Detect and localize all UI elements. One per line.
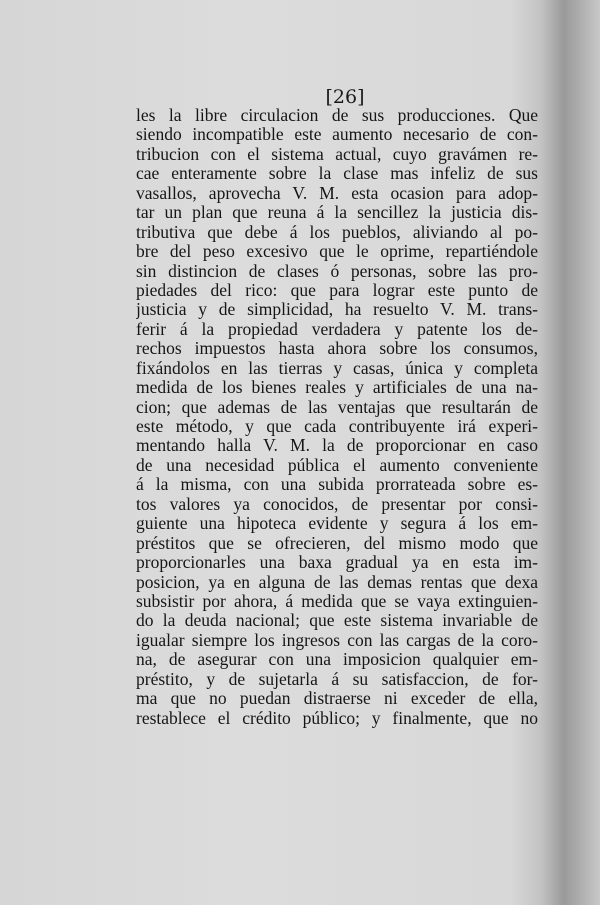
text-line-content: á la misma, con una subida prorrateada sobre es- xyxy=(136,475,538,495)
text-line xyxy=(136,242,538,261)
text-line xyxy=(136,125,538,144)
text-line-content: ma que no puedan distraerse ni exceder de ella, xyxy=(136,689,538,709)
text-line xyxy=(136,281,538,300)
text-line xyxy=(136,223,538,242)
text-line xyxy=(136,611,538,630)
text-line-content: les la libre circulacion de sus producciones. Que xyxy=(136,106,538,125)
text-line xyxy=(136,534,538,553)
text-line xyxy=(136,495,538,514)
text-line-content: restablece el crédito público; y finalmente, que no xyxy=(136,708,538,728)
text-line xyxy=(136,184,538,203)
text-line xyxy=(136,553,538,572)
text-line-content: do la deuda nacional; que este sistema invariable de xyxy=(136,611,538,631)
text-line-content: cae enteramente sobre la clase mas infeliz de sus xyxy=(136,164,538,184)
page-number: [26] xyxy=(325,86,365,108)
text-line-content: justicia y de simplicidad, ha resuelto V. M. trans- xyxy=(136,300,538,320)
text-line-content: este método, y que cada contribuyente irá experi- xyxy=(136,417,538,436)
text-line-content: tributiva que debe á los pueblos, aliviando al po- xyxy=(136,222,538,242)
text-line-content: posicion, ya en alguna de las demas rentas que dexa xyxy=(136,572,538,592)
text-line-content: tar un plan que reuna á la sencillez la justicia dis- xyxy=(136,203,538,223)
text-line-content: de una necesidad pública el aumento conveniente xyxy=(136,455,538,475)
text-line-content: tribucion con el sistema actual, cuyo gravámen re- xyxy=(136,144,538,164)
text-line xyxy=(136,573,538,592)
text-line xyxy=(136,592,538,611)
text-line xyxy=(136,339,538,358)
text-line-content: préstitos que se ofrecieren, del mismo modo que xyxy=(136,533,538,553)
text-line-content: tos valores ya conocidos, de presentar por consi- xyxy=(136,494,538,514)
text-line-content: na, de asegurar con una imposicion qualquier em- xyxy=(136,650,538,670)
text-line xyxy=(136,378,538,397)
text-line xyxy=(136,262,538,281)
text-line xyxy=(136,203,538,222)
text-line xyxy=(136,709,538,728)
text-line-content: rechos impuestos hasta ahora sobre los consumos, xyxy=(136,339,538,359)
text-line-content: vasallos, aprovecha V. M. esta ocasion para adop- xyxy=(136,183,538,203)
text-line-content: fixándolos en las tierras y casas, única y completa xyxy=(136,358,538,378)
text-line xyxy=(136,514,538,533)
text-line-content: subsistir por ahora, á medida que se vaya extinguien- xyxy=(136,591,538,611)
text-line xyxy=(136,475,538,494)
text-line xyxy=(136,300,538,319)
text-line-content: igualar siempre los ingresos con las cargas de la coro- xyxy=(136,630,538,650)
text-line xyxy=(136,689,538,708)
text-line-content: mentando halla V. M. la de proporcionar en caso xyxy=(136,436,538,456)
text-line-content: siendo incompatible este aumento necesario de con- xyxy=(136,125,538,145)
body-text xyxy=(136,106,538,728)
text-line xyxy=(136,650,538,669)
text-line-content: medida de los bienes reales y artificiales de una na- xyxy=(136,378,538,398)
text-line xyxy=(136,359,538,378)
text-line xyxy=(136,398,538,417)
text-line-content: ferir á la propiedad verdadera y patente los de- xyxy=(136,319,538,339)
text-line-content: proporcionarles una baxa gradual ya en esta im- xyxy=(136,553,538,573)
text-line xyxy=(136,631,538,650)
text-line-content: piedades del rico: que para lograr este punto de xyxy=(136,280,538,300)
text-line xyxy=(136,164,538,183)
text-line xyxy=(136,320,538,339)
text-line xyxy=(136,670,538,689)
text-line-content: sin distincion de clases ó personas, sobre las pro- xyxy=(136,261,538,281)
text-line xyxy=(136,436,538,455)
text-line-content: bre del peso excesivo que le oprime, repartiéndole xyxy=(136,242,538,262)
text-line-content: préstito, y de sujetarla á su satisfaccion, de for- xyxy=(136,669,538,689)
text-line xyxy=(136,456,538,475)
text-line-content: cion; que ademas de las ventajas que resultarán de xyxy=(136,397,538,417)
text-line xyxy=(136,417,538,436)
text-line xyxy=(136,145,538,164)
text-line xyxy=(136,106,538,125)
text-line-content: guiente una hipoteca evidente y segura á los em- xyxy=(136,514,538,534)
